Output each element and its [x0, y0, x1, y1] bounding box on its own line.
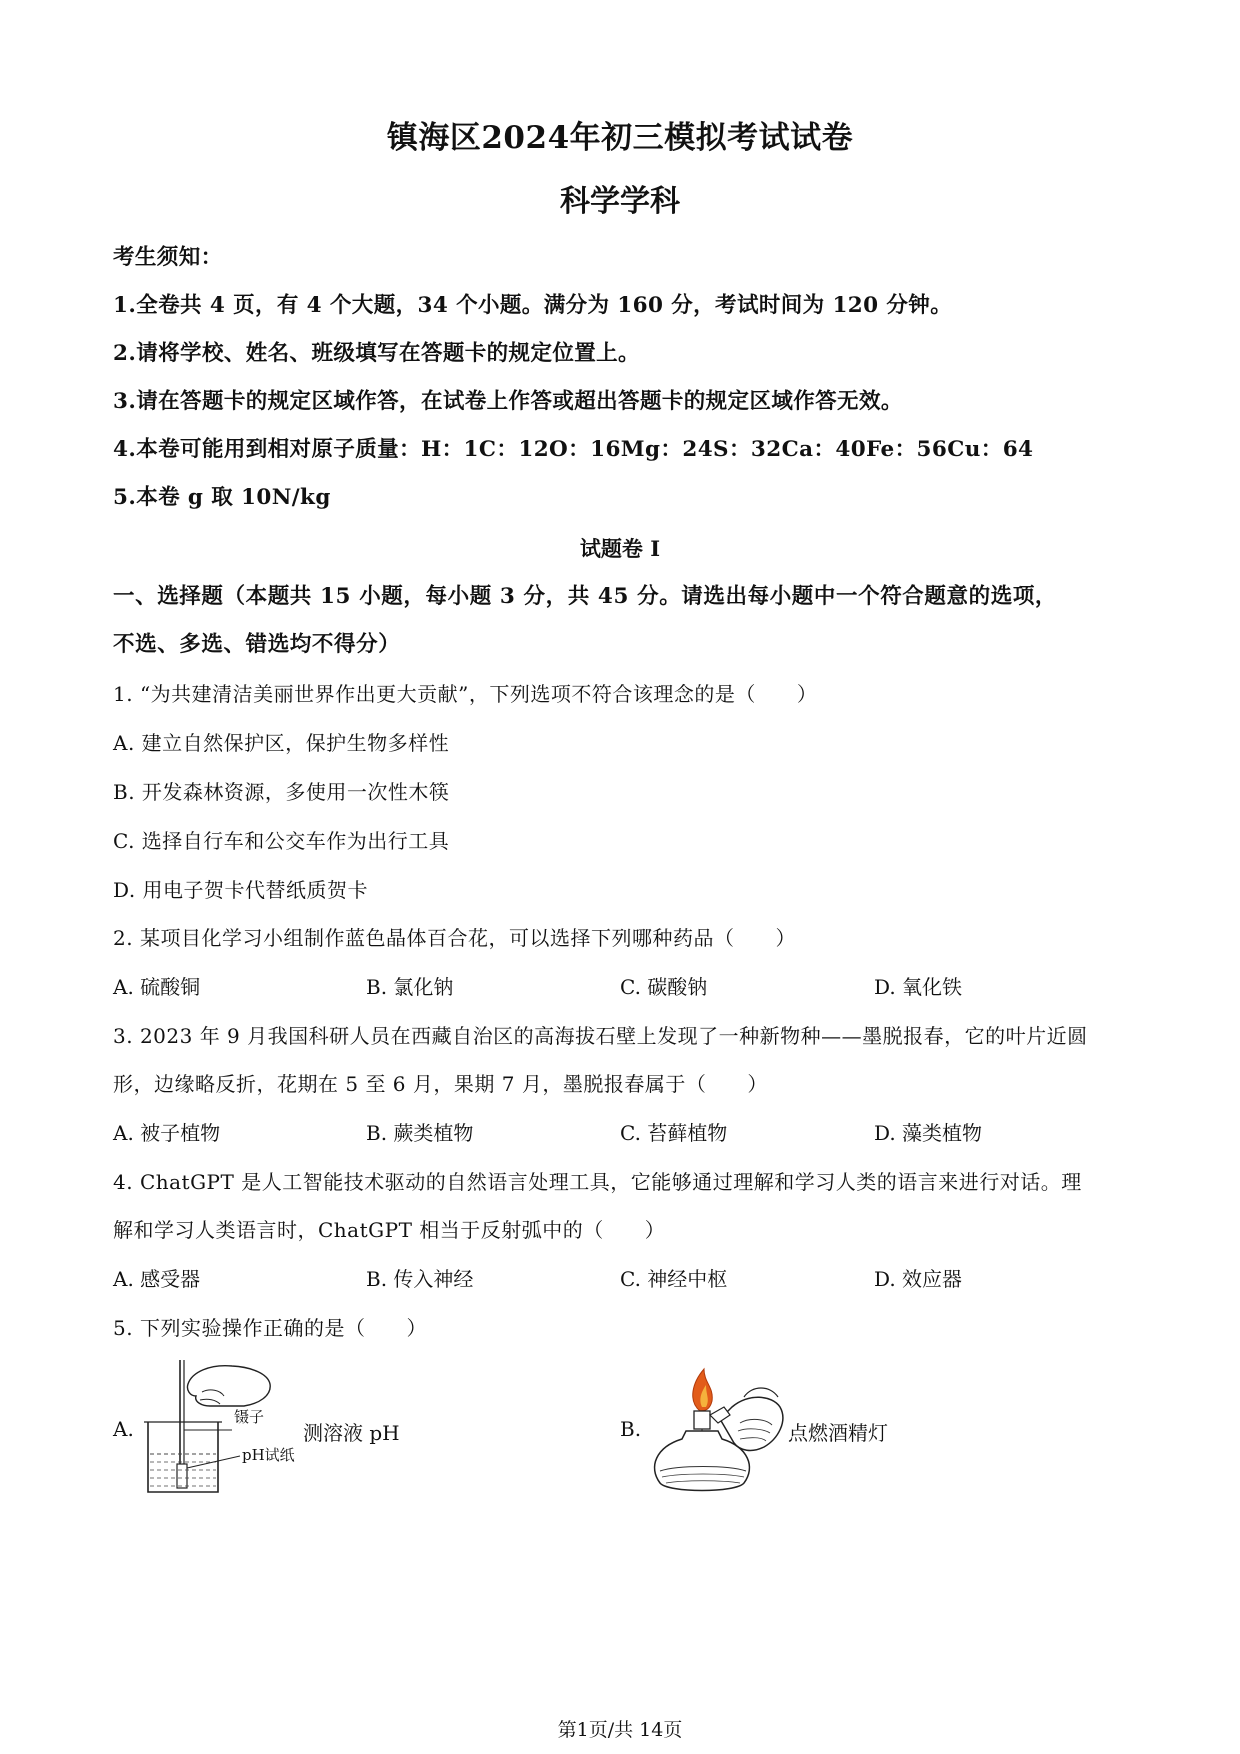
question-5-option-b-caption: 点燃酒精灯	[788, 1421, 888, 1445]
question-4-option-d: D. 效应器	[874, 1267, 963, 1291]
question-2-option-b: B. 氯化钠	[366, 975, 454, 999]
question-1-option-c: C. 选择自行车和公交车作为出行工具	[113, 829, 450, 853]
section-heading-line1: 一、选择题（本题共 15 小题，每小题 3 分，共 45 分。请选出每小题中一个符合题意的选项，	[113, 584, 1058, 609]
question-3-option-c: C. 苔藓植物	[620, 1121, 728, 1145]
question-5-option-b-letter: B.	[620, 1417, 642, 1441]
question-1-stem: 1. “为共建清洁美丽世界作出更大贡献”，下列选项不符合该理念的是（ ）	[113, 682, 818, 706]
question-4-stem-line2: 解和学习人类语言时，ChatGPT 相当于反射弧中的（ ）	[113, 1218, 666, 1242]
hand-icon	[187, 1366, 270, 1406]
exam-subject: 科学学科	[560, 184, 680, 219]
section-heading-line2: 不选、多选、错选均不得分）	[113, 632, 401, 657]
question-3-option-d: D. 藻类植物	[874, 1121, 983, 1145]
question-5-option-a-letter: A.	[113, 1417, 134, 1441]
question-4-option-a: A. 感受器	[113, 1267, 201, 1291]
question-1-option-d: D. 用电子贺卡代替纸质贺卡	[113, 878, 369, 902]
question-4-option-b: B. 传入神经	[366, 1267, 474, 1291]
question-2-stem: 2. 某项目化学习小组制作蓝色晶体百合花，可以选择下列哪种药品（ ）	[113, 926, 796, 950]
alcohol-lamp-illustration	[648, 1367, 788, 1502]
question-2-option-c: C. 碳酸钠	[620, 975, 708, 999]
paper-part-title: 试题卷 I	[579, 536, 661, 561]
question-1-option-b: B. 开发森林资源，多使用一次性木筷	[113, 780, 450, 804]
notice-heading: 考生须知：	[113, 245, 223, 270]
question-3-option-a: A. 被子植物	[113, 1121, 221, 1145]
question-2-option-d: D. 氧化铁	[874, 975, 963, 999]
question-3-stem-line1: 3. 2023 年 9 月我国科研人员在西藏自治区的高海拔石壁上发现了一种新物种——墨脱报春，它的叶片近圆	[113, 1024, 1088, 1048]
notice-item-2: 2.请将学校、姓名、班级填写在答题卡的规定位置上。	[113, 341, 640, 366]
question-5-stem: 5. 下列实验操作正确的是（ ）	[113, 1316, 427, 1340]
ph-paper-icon	[177, 1464, 187, 1488]
question-4-stem-line1: 4. ChatGPT 是人工智能技术驱动的自然语言处理工具，它能够通过理解和学习人类的语言来进行对话。理	[113, 1170, 1082, 1194]
question-5-option-a-caption: 测溶液 pH	[303, 1421, 400, 1445]
ph-paper-label: pH试纸	[242, 1446, 295, 1464]
notice-item-5: 5.本卷 g 取 10N/kg	[113, 485, 331, 510]
notice-item-1: 1.全卷共 4 页，有 4 个大题，34 个小题。满分为 160 分，考试时间为 120 分钟。	[113, 293, 953, 318]
exam-title: 镇海区2024年初三模拟考试试卷	[386, 120, 854, 156]
notice-item-4: 4.本卷可能用到相对原子质量：H：1C：12O：16Mg：24S：32Ca：40Fe：56Cu：64	[113, 437, 1034, 462]
wick-icon	[694, 1411, 710, 1429]
question-3-stem-line2: 形，边缘略反折，花期在 5 至 6 月，果期 7 月，墨脱报春属于（ ）	[113, 1072, 768, 1096]
question-4-option-c: C. 神经中枢	[620, 1267, 728, 1291]
question-1-option-a: A. 建立自然保护区，保护生物多样性	[113, 731, 450, 755]
page-footer: 第1页/共 14页	[557, 1719, 683, 1741]
ph-test-illustration	[140, 1352, 315, 1502]
notice-item-3: 3.请在答题卡的规定区域作答，在试卷上作答或超出答题卡的规定区域作答无效。	[113, 389, 903, 414]
question-3-option-b: B. 蕨类植物	[366, 1121, 474, 1145]
question-2-option-a: A. 硫酸铜	[113, 975, 201, 999]
tweezers-label: 镊子	[234, 1408, 265, 1426]
